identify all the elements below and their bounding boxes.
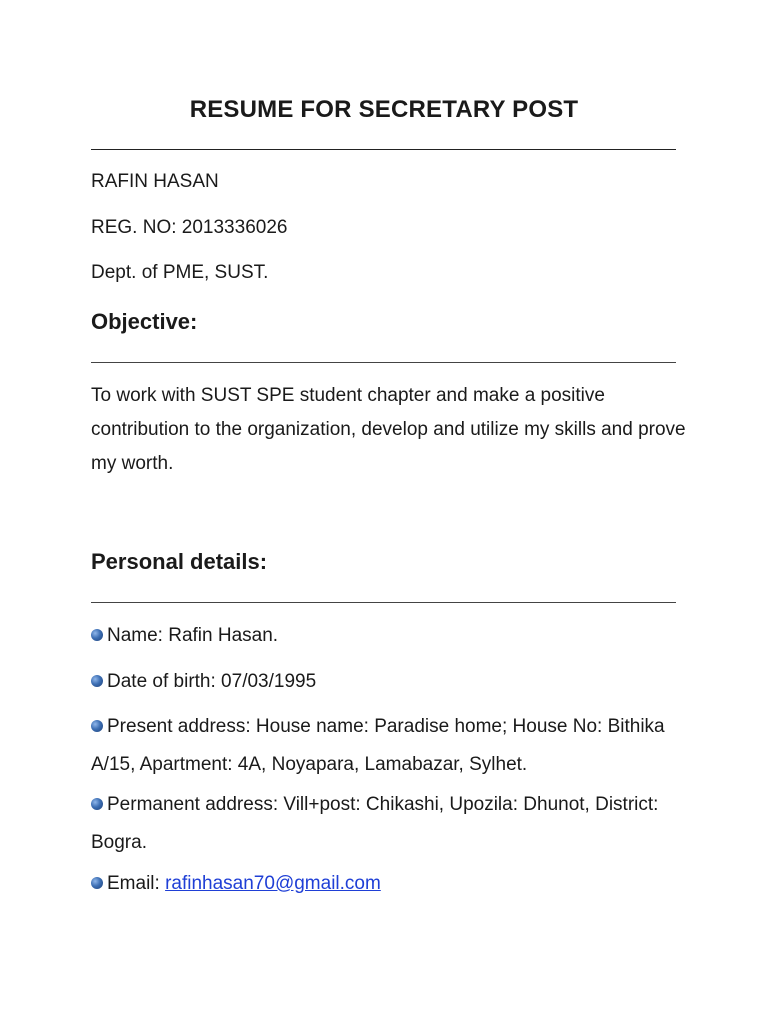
bullet-globe-icon xyxy=(91,720,103,732)
bullet-globe-icon xyxy=(91,629,103,641)
objective-divider xyxy=(91,362,676,363)
bullet-globe-icon xyxy=(91,675,103,687)
page-title: RESUME FOR SECRETARY POST xyxy=(189,96,579,123)
personal-details-heading: Personal details: xyxy=(91,549,268,574)
department: Dept. of PME, SUST. xyxy=(91,262,269,283)
detail-email xyxy=(91,865,691,903)
registration-number: REG. NO: 2013336026 xyxy=(91,217,288,238)
detail-permanent-address xyxy=(91,786,691,862)
bullet-globe-icon xyxy=(91,877,103,889)
personal-details-divider xyxy=(91,602,676,603)
detail-present-address xyxy=(91,708,691,784)
detail-name xyxy=(91,617,691,655)
email-link[interactable]: rafinhasan70@gmail.com xyxy=(165,873,381,894)
detail-present-address-text: Present address: House name: Paradise home; House No: Bithika A/15, Apartment: 4A, Noyapara, Lamabazar, Sylhet. xyxy=(91,716,665,775)
detail-dob xyxy=(91,663,691,701)
objective-heading: Objective: xyxy=(91,309,198,334)
detail-dob-text: Date of birth: 07/03/1995 xyxy=(107,671,317,692)
detail-name-text: Name: Rafin Hasan. xyxy=(107,625,279,646)
detail-permanent-address-text: Permanent address: Vill+post: Chikashi, Upozila: Dhunot, District: Bogra. xyxy=(91,794,659,853)
bullet-globe-icon xyxy=(91,798,103,810)
applicant-name: RAFIN HASAN xyxy=(91,171,219,192)
title-divider xyxy=(91,149,676,150)
objective-text: To work with SUST SPE student chapter and make a positive contribution to the organization, develop and utilize my skills and prove my worth. xyxy=(91,385,686,474)
detail-email-label: Email: xyxy=(107,873,166,894)
